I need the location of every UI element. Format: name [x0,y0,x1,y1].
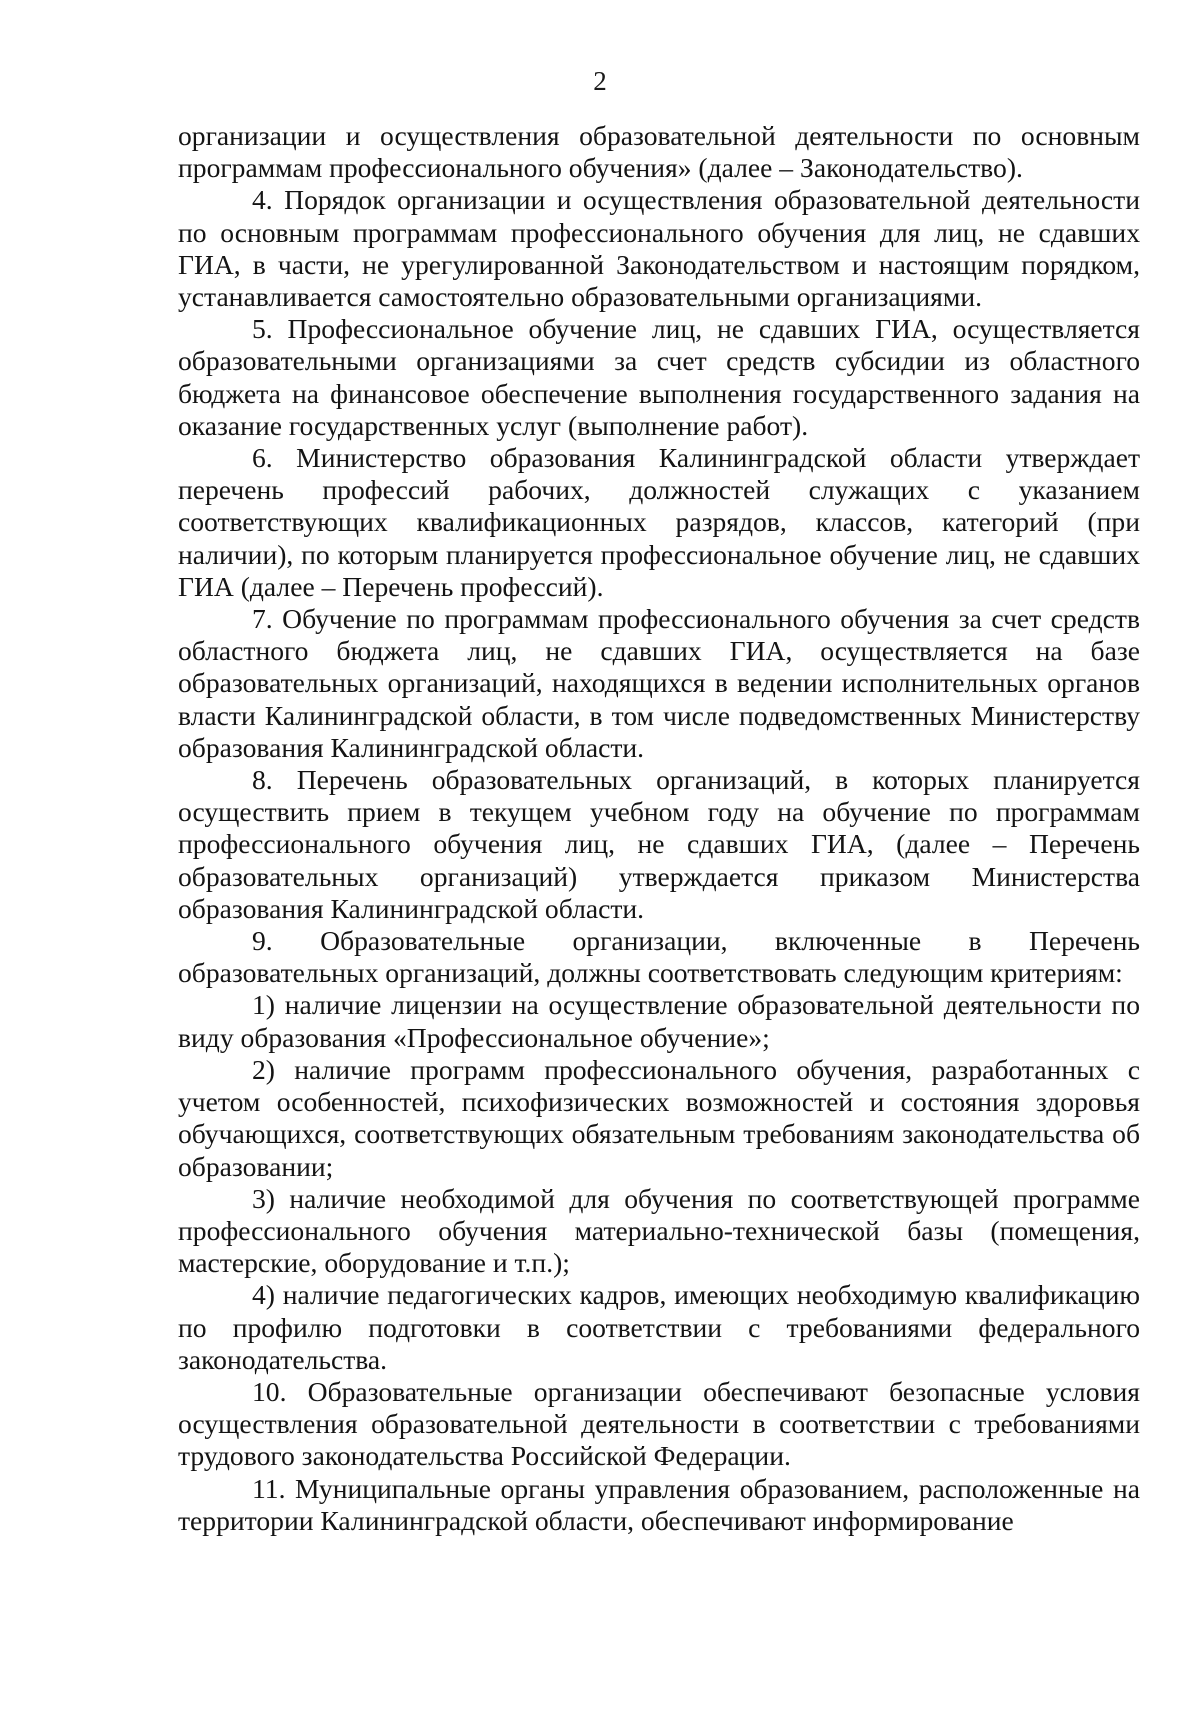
paragraph-item-6: 6. Министерство образования Калининградской области утверждает перечень профессий рабочих, должностей служащих с указанием соответствующих квалификационных разрядов, классов, категорий (при наличии), по которым планируется профессиональное обучение лиц, не сдавших ГИА (далее – Перечень профессий). [178,442,1140,602]
page-number: 2 [593,66,607,96]
paragraph-item-8: 8. Перечень образовательных организаций, в которых планируется осуществить прием в текущем учебном году на обучение по программам профессионального обучения лиц, не сдавших ГИА, (далее – Перечень образовательных организаций) утверждается приказом Министерства образования Калининградской области. [178,764,1140,924]
criteria-item-4: 4) наличие педагогических кадров, имеющих необходимую квалификацию по профилю подготовки в соответствии с требованиями федерального законодательства. [178,1279,1140,1375]
document-body [178,120,1140,1537]
paragraph-item-4: 4. Порядок организации и осуществления образовательной деятельности по основным программам профессионального обучения для лиц, не сдавших ГИА, в части, не урегулированной Законодательством и настоящим порядком, устанавливается самостоятельно образовательными организациями. [178,184,1140,313]
criteria-item-1: 1) наличие лицензии на осуществление образовательной деятельности по виду образования «Профессиональное обучение»; [178,989,1140,1053]
paragraph-item-11: 11. Муниципальные органы управления образованием, расположенные на территории Калининградской области, обеспечивают информирование [178,1472,1140,1536]
paragraph-item-5: 5. Профессиональное обучение лиц, не сдавших ГИА, осуществляется образовательными организациями за счет средств субсидии из областного бюджета на финансовое обеспечение выполнения государственного задания на оказание государственных услуг (выполнение работ). [178,313,1140,441]
criteria-item-2: 2) наличие программ профессионального обучения, разработанных с учетом особенностей, психофизических возможностей и состояния здоровья обучающихся, соответствующих обязательным требованиям законодательства об образовании; [178,1053,1140,1182]
paragraph-item-9: 9. Образовательные организации, включенные в Перечень образовательных организаций, должны соответствовать следующим критериям: [178,925,1140,989]
paragraph-item-7: 7. Обучение по программам профессионального обучения за счет средств областного бюджета лиц, не сдавших ГИА, осуществляется на базе образовательных организаций, находящихся в ведении исполнительных органов власти Калининградской области, в том числе подведомственных Министерству образования Калининградской области. [178,603,1140,763]
criteria-item-3: 3) наличие необходимой для обучения по соответствующей программе профессионального обучения материально-технической базы (помещения, мастерские, оборудование и т.п.); [178,1182,1140,1279]
paragraph-item-10: 10. Образовательные организации обеспечивают безопасные условия осуществления образовательной деятельности в соответствии с требованиями трудового законодательства Российской Федерации. [178,1375,1140,1472]
paragraph-continuation: организации и осуществления образовательной деятельности по основным программам профессионального обучения» (далее – Законодательство). [178,120,1140,184]
